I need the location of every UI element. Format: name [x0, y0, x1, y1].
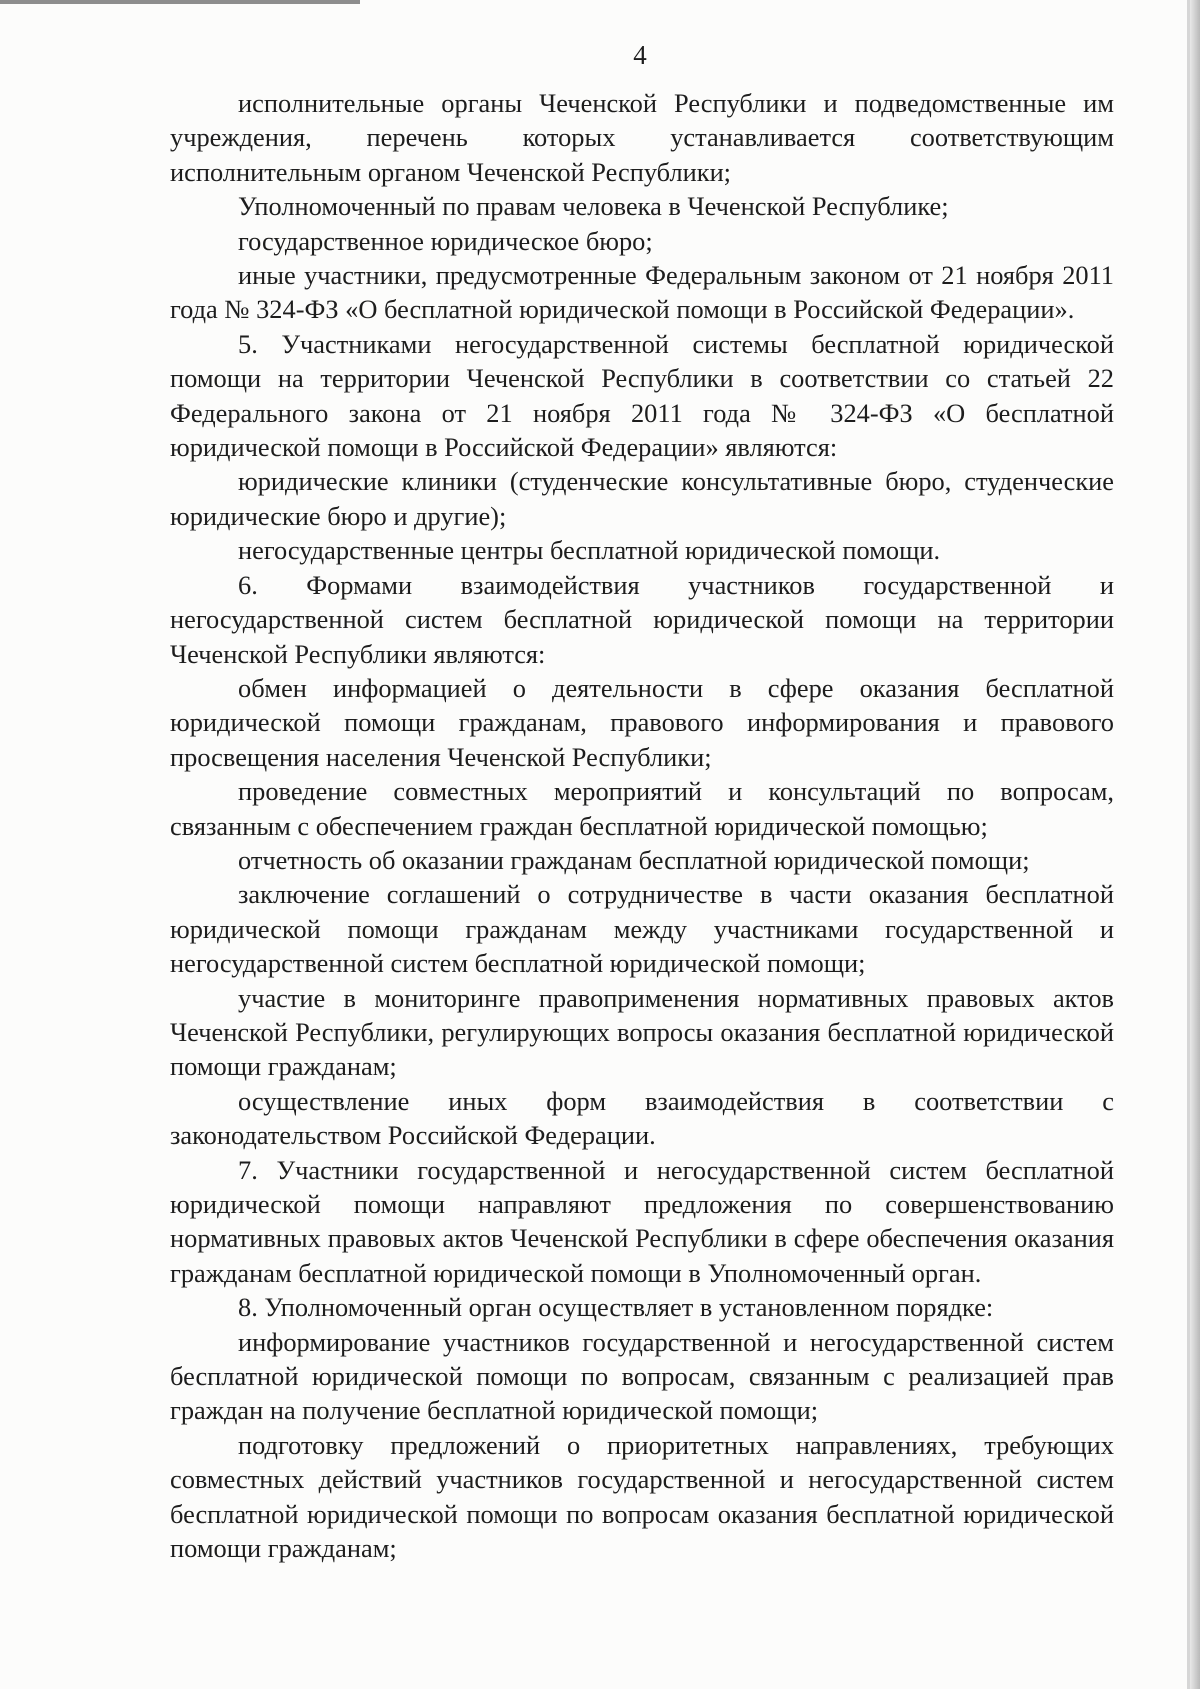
paragraph: проведение совместных мероприятий и консультаций по вопросам, связанным с обеспечением граждан бесплатной юридической помощью;: [170, 776, 1114, 841]
paragraph: участие в мониторинге правоприменения нормативных правовых актов Чеченской Республики, регулирующих вопросы оказания бесплатной юридической помощи гражданам;: [170, 982, 1114, 1082]
paragraph: государственное юридическое бюро;: [238, 225, 653, 256]
document-body: [170, 86, 1114, 1565]
paragraph: осуществление иных форм взаимодействия в соответствии с законодательством Российской Федерации.: [170, 1085, 1114, 1151]
scan-edge-top: [0, 0, 360, 4]
paragraph: исполнительные органы Чеченской Республики и подведомственные им учреждения, перечень которых устанавливается соответствующим исполнительным органом Чеченской Республики;: [170, 88, 1114, 187]
paragraph: негосударственные центры бесплатной юридической помощи.: [238, 535, 941, 566]
scan-edge-right: [1190, 0, 1200, 1689]
paragraph: 8. Уполномоченный орган осуществляет в установленном порядке:: [238, 1292, 994, 1323]
paragraph: 6. Формами взаимодействия участников государственной и негосударственной систем бесплатной юридической помощи на территории Чеченской Республики являются:: [170, 569, 1114, 669]
page-number: 4: [633, 40, 647, 70]
paragraph: Уполномоченный по правам человека в Чеченской Республике;: [238, 191, 949, 222]
paragraph: обмен информацией о деятельности в сфере оказания бесплатной юридической помощи гражданам, правового информирования и правового просвещения населения Чеченской Республики;: [170, 672, 1114, 772]
paragraph: иные участники, предусмотренные Федеральным законом от 21 ноября 2011 года № 324-ФЗ «О бесплатной юридической помощи в Российской Федерации».: [170, 260, 1114, 325]
paragraph: 5. Участниками негосударственной системы бесплатной юридической помощи на территории Чеченской Республики в соответствии со статьей 22 Федерального закона от 21 ноября 2011 года № 324-ФЗ «О бесплатной юридической помощи в Российской Федерации» являются:: [170, 328, 1114, 463]
paragraph: 7. Участники государственной и негосударственной систем бесплатной юридической помощи направляют предложения по совершенствованию нормативных правовых актов Чеченской Республики в сфере обеспечения оказания гражданам бесплатной юридической помощи в Уполномоченный орган.: [170, 1154, 1114, 1288]
paragraph: заключение соглашений о сотрудничестве в части оказания бесплатной юридической помощи гражданам между участниками государственной и негосударственной систем бесплатной юридической помощи;: [170, 879, 1114, 979]
paragraph: юридические клиники (студенческие консультативные бюро, студенческие юридические бюро и другие);: [170, 466, 1114, 531]
paragraph: информирование участников государственной и негосударственной систем бесплатной юридической помощи по вопросам, связанным с реализацией прав граждан на получение бесплатной юридической помощи;: [170, 1326, 1114, 1426]
paragraph: отчетность об оказании гражданам бесплатной юридической помощи;: [238, 844, 1030, 875]
paragraph: подготовку предложений о приоритетных направлениях, требующих совместных действий участников государственной и негосударственной систем бесплатной юридической помощи по вопросам оказания бесплатной юридической помощи гражданам;: [170, 1429, 1114, 1564]
